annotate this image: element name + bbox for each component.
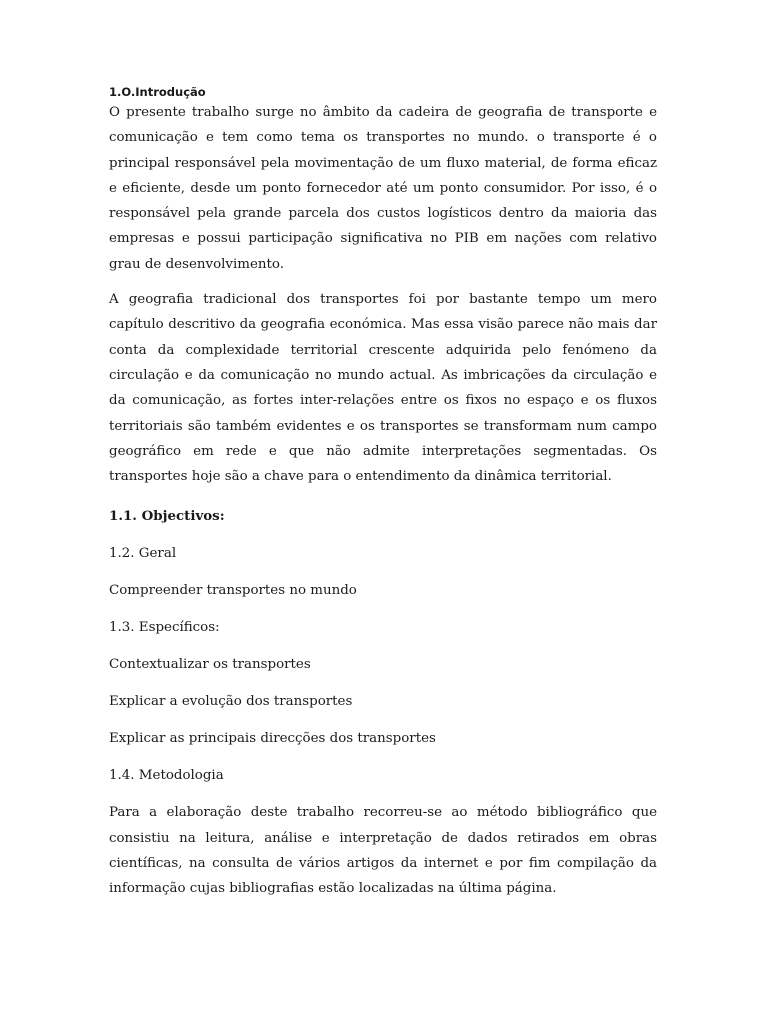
methodology-paragraph: Para a elaboração deste trabalho recorreu-se ao método bibliográfico que consistiu na leitura, análise e interpretação de dados retirados em obras científicas, na consulta de vários artigos da internet e por fim compilação da informação cujas bibliografias estão localizadas na última página. — [109, 805, 657, 897]
document-page — [109, 84, 657, 902]
specific-objective-item: Explicar a evolução dos transportes — [109, 694, 353, 710]
methodology-heading: 1.4. Metodologia — [109, 768, 224, 784]
specific-heading: 1.3. Específicos: — [109, 620, 220, 636]
intro-paragraph-1: O presente trabalho surge no âmbito da cadeira de geografia de transporte e comunicação e tem como tema os transportes no mundo. o transporte é o principal responsável pela movimentação de um fluxo material, de forma eficaz e eficiente, desde um ponto fornecedor até um ponto consumidor. Por isso, é o responsável pela grande parcela dos custos logísticos dentro da maioria das empresas e possui participação significativa no PIB em nações com relativo grau de desenvolvimento. — [109, 105, 657, 272]
general-heading: 1.2. Geral — [109, 546, 177, 562]
specific-objective-item: Contextualizar os transportes — [109, 657, 311, 673]
objectives-heading: 1.1. Objectivos: — [109, 508, 225, 525]
general-objective-item: Compreender transportes no mundo — [109, 583, 357, 599]
intro-paragraph-2: A geografia tradicional dos transportes foi por bastante tempo um mero capítulo descritivo da geografia económica. Mas essa visão parece não mais dar conta da complexidade territorial crescente adquirida pelo fenómeno da circulação e da comunicação no mundo actual. As imbricações da circulação e da comunicação, as fortes inter-relações entre os fixos no espaço e os fluxos territoriais são também evidentes e os transportes se transformam num campo geográfico em rede e que não admite interpretações segmentadas. Os transportes hoje são a chave para o entendimento da dinâmica territorial. — [109, 292, 657, 485]
specific-objective-item: Explicar as principais direcções dos transportes — [109, 731, 436, 747]
introduction-title: 1.O.Introdução — [109, 85, 206, 99]
